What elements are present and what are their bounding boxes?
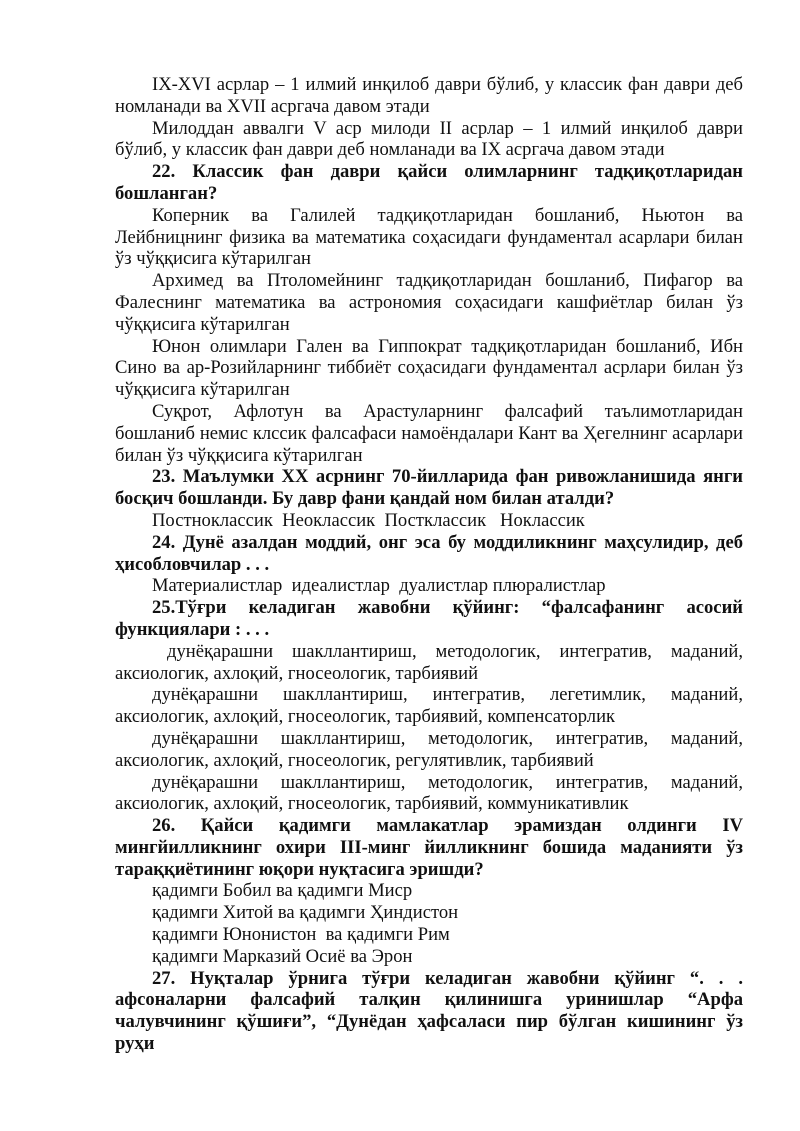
answer-option: дунёқарашни шакллантириш, методологик, интегратив, маданий, аксиологик, ахлоқий, гносеологик, тарбиявий [115,640,743,684]
answer-option: Юнон олимлари Гален ва Гиппократ тадқиқотларидан бошланиб, Ибн Сино ва ар-Розийларнинг тиббиёт соҳасидаги фундаментал асрлари билан ўз чўққисига кўтарилган [115,335,743,401]
document-page [115,74,743,1055]
answer-option: қадимги Марказий Осиё ва Эрон [152,945,413,967]
answer-option: қадимги Юнонистон ва қадимги Рим [152,924,450,946]
question-24: 24. Дунё азалдан моддий, онг эса бу моддиликнинг маҳсулидир, деб ҳисобловчилар . . . [115,531,743,575]
answer-option: Милоддан аввалги V аср милоди II асрлар – 1 илмий инқилоб даври бўлиб, у классик фан даври деб номланади ва IX асргача давом этади [115,117,743,161]
question-25: 25.Тўғри келадиган жавобни қўйинг: “фалсафанинг асосий функциялари : . . . [115,597,743,640]
answer-option: IX-XVI асрлар – 1 илмий инқилоб даври бўлиб, у классик фан даври деб номланади ва XVII асргача давом этади [115,74,743,117]
answer-option: Коперник ва Галилей тадқиқотларидан бошланиб, Ньютон ва Лейбницнинг физика ва математика соҳасидаги фундаментал асарлари билан ўз чўққисига кўтарилган [115,204,743,270]
answer-option: қадимги Хитой ва қадимги Ҳиндистон [152,902,459,924]
answer-options-line: Постноклассик Неоклассик Постклассик Ноклассик [152,509,585,531]
answer-option: Суқрот, Афлотун ва Арастуларнинг фалсафий таълимотларидан бошланиб немис клссик фалсафаси намоёндалари Кант ва Ҳегелнинг асарлари билан ўз чўққисига кўтарилган [115,400,743,466]
answer-option: дунёқарашни шакллантириш, методологик, интегратив, маданий, аксиологик, ахлоқий, гносеологик, тарбиявий, коммуникативлик [115,771,743,815]
answer-option: дунёқарашни шакллантириш, методологик, интегратив, маданий, аксиологик, ахлоқий, гносеологик, регулятивлик, тарбиявий [115,727,743,771]
question-26: 26. Қайси қадимги мамлакатлар эрамиздан олдинги IV мингйилликнинг охири III-минг йилликнинг бошида маданияти ўз тараққиётининг юқори нуқтасига эришди? [115,815,743,880]
question-23: 23. Маълумки ХХ асрнинг 70-йилларида фан ривожланишида янги босқич бошланди. Бу давр фани қандай ном билан аталди? [115,466,743,510]
answer-option: қадимги Бобил ва қадимги Миср [152,880,413,902]
question-22: 22. Классик фан даври қайси олимларнинг тадқиқотларидан бошланган? [115,161,743,204]
question-27: 27. Нуқталар ўрнига тўғри келадиган жавобни қўйинг “. . . афсоналарни фалсафий талқин қилинишга уринишлар “Арфа чалувчининг қўшиғи”, “Дунёдан ҳафсаласи пир бўлган кишининг ўз руҳи [115,967,743,1055]
answer-option: дунёқарашни шакллантириш, интегратив, легетимлик, маданий, аксиологик, ахлоқий, гносеологик, тарбиявий, компенсаторлик [115,684,743,728]
answer-options-line: Материалистлар идеалистлар дуалистлар плюралистлар [152,575,606,597]
answer-option: Архимед ва Птоломейнинг тадқиқотларидан бошланиб, Пифагор ва Фалеснинг математика ва астрономия соҳасидаги кашфиётлар билан ўз чўққисига кўтарилган [115,270,743,335]
